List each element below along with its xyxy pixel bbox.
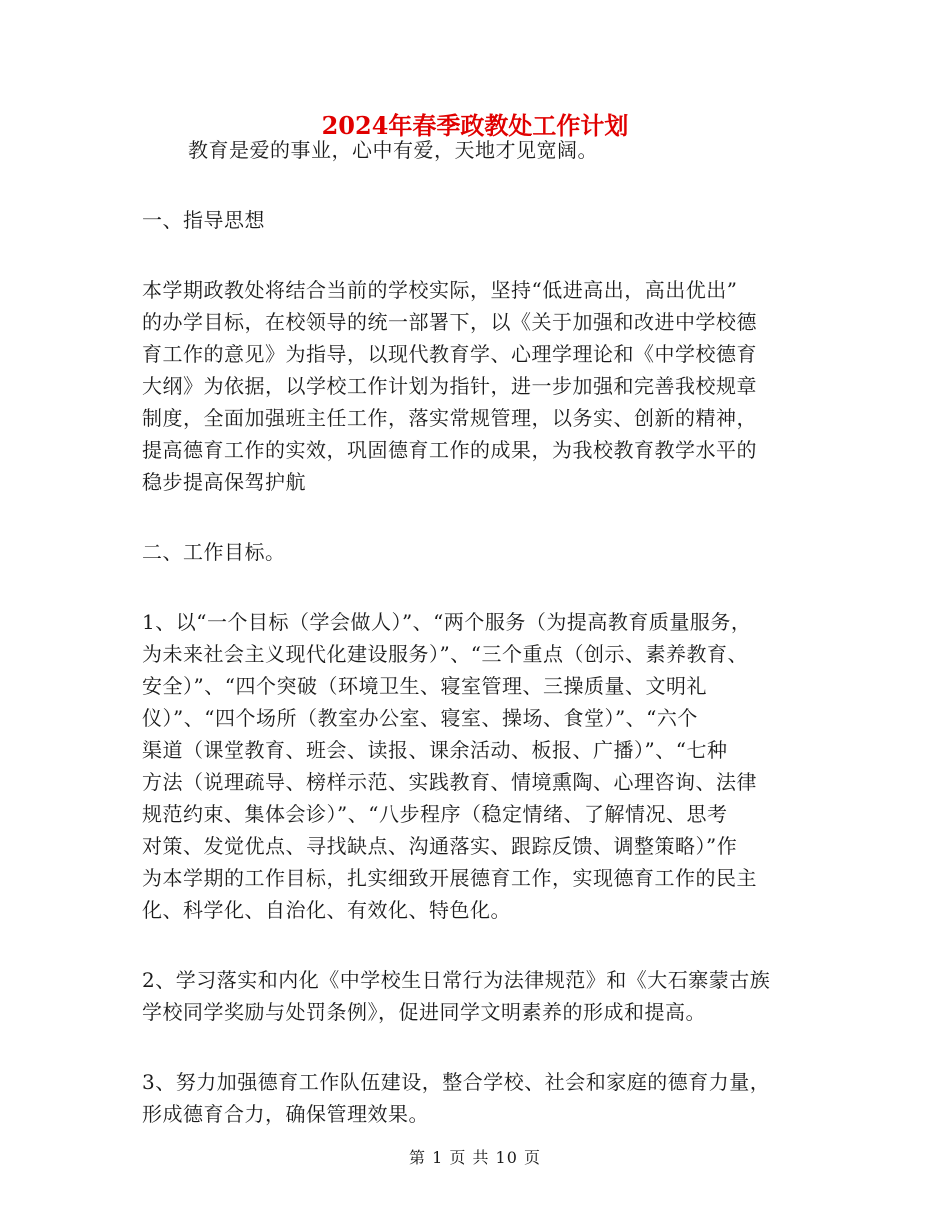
paragraph-line: 育工作的意见》为指导，以现代教育学、心理学理论和《中学校德育 [142,342,757,366]
goal-item-1 [142,606,822,926]
paragraph-line: 为本学期的工作目标，扎实细致开展德育工作，实现德育工作的民主 [142,866,757,890]
paragraph-line: 渠道（课堂教育、班会、读报、课余活动、板报、广播）”、“七种 [142,738,728,762]
paragraph-line: 稳步提高保驾护航 [142,470,306,494]
paragraph-line: 安全）”、“四个突破（环境卫生、寝室管理、三操质量、文明礼 [142,674,707,698]
paragraph-line: 对策、发觉优点、寻找缺点、沟通落实、跟踪反馈、调整策略）”作 [142,834,738,858]
paragraph-line: 规范约束、集体会诊）”、“八步程序（稳定情绪、了解情况、思考 [142,802,728,826]
paragraph-line: 仪）”、“四个场所（教室办公室、寝室、操场、食堂）”、“六个 [142,706,698,730]
paragraph-line: 提高德育工作的实效，巩固德育工作的成果，为我校教育教学水平的 [142,438,757,462]
section1-heading [142,204,822,236]
paragraph-line: 制度，全面加强班主任工作，落实常规管理，以务实、创新的精神， [142,406,757,430]
goal-item-3 [142,1066,822,1130]
section2-heading-text: 二、工作目标。 [142,540,286,564]
intro-line: 教育是爱的事业，心中有爱，天地才见宽阔。 [188,138,598,162]
section1-heading-text: 一、指导思想 [142,208,265,232]
paragraph-line: 为未来社会主义现代化建设服务）”、“三个重点（创示、素养教育、 [142,642,748,666]
paragraph-line: 本学期政教处将结合当前的学校实际，坚持“低进高出，高出优出” [142,278,738,302]
paragraph-line: 方法（说理疏导、榜样示范、实践教育、情境熏陶、心理咨询、法律 [142,770,757,794]
paragraph-line: 3、努力加强德育工作队伍建设，整合学校、社会和家庭的德育力量， [142,1070,771,1094]
document-body [142,134,822,1130]
paragraph-line: 大纲》为依据，以学校工作计划为指针，进一步加强和完善我校规章 [142,374,757,398]
paragraph-line: 2、学习落实和内化《中学校生日常行为法律规范》和《大石寨蒙古族 [142,968,771,992]
document-title: 2024年春季政教处工作计划 [321,111,629,140]
goal-item-2 [142,964,822,1028]
page-number-footer: 第 1 页 共 10 页 [409,1148,541,1167]
section2-heading [142,536,822,568]
section1-paragraph [142,274,822,498]
paragraph-line: 形成德育合力，确保管理效果。 [142,1102,429,1126]
paragraph-line: 学校同学奖励与处罚条例》，促进同学文明素养的形成和提高。 [142,1000,706,1024]
paragraph-line: 化、科学化、自治化、有效化、特色化。 [142,898,511,922]
intro-paragraph [142,134,822,166]
paragraph-line: 的办学目标，在校领导的统一部署下，以《关于加强和改进中学校德 [142,310,757,334]
paragraph-line: 1、以“一个目标（学会做人）”、“两个服务（为提高教育质量服务， [142,610,752,634]
